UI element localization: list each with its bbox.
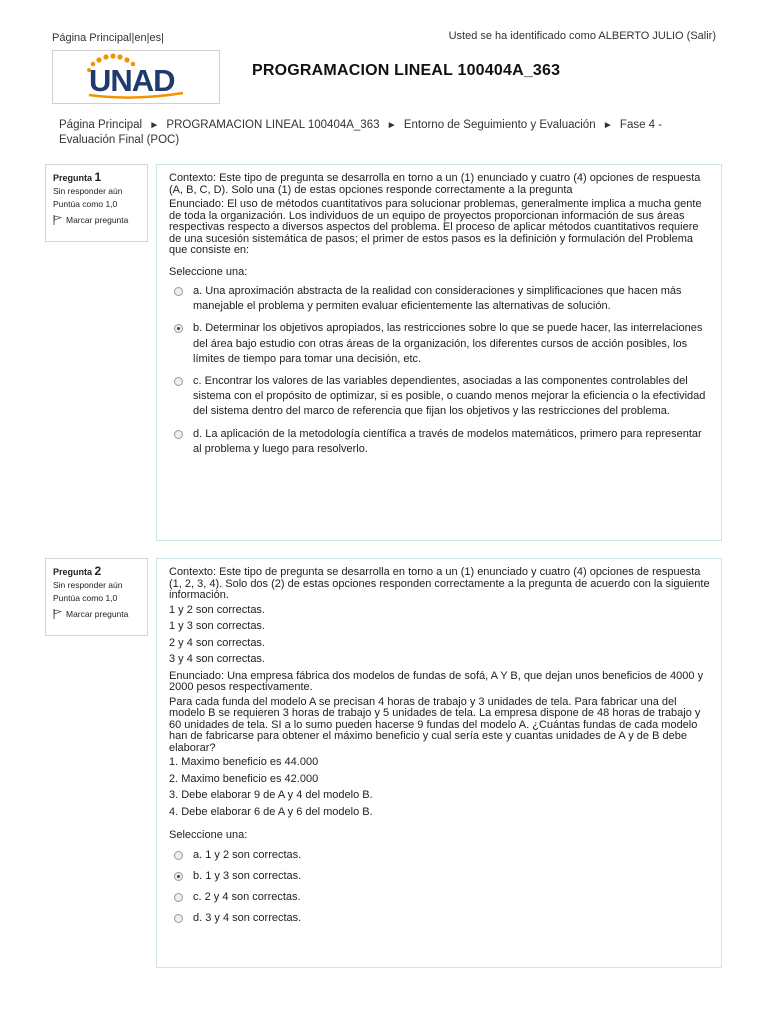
breadcrumb-separator-icon: ► [386, 120, 397, 131]
question-statement: Enunciado: El uso de métodos cuantitativos para solucionar problemas, generalmente implica a mucha gente de toda la organización. Los individuos de un equipo de proyectos proporcionan información de sus áreas respectivas respecto a diversos aspectos del problema. El proceso de aplicar métodos cuantitativos requiere de una sucesión sistemática de pasos; el primer de estos pasos es la definición y formulación del Problema que consiste en: [169, 198, 702, 256]
answer-option-b[interactable]: b. Determinar los objetivos apropiados, las restricciones sobre lo que se puede hacer, las interrelaciones del área bajo estudio con otras áreas de la organización, los diferentes cursos de acción posibles, los límites de tiempo para tomar una decisión, etc. [169, 321, 711, 367]
top-bar [52, 30, 716, 46]
user-link[interactable]: ALBERTO JULIO [598, 30, 684, 42]
lang-en-link[interactable]: en [134, 32, 147, 44]
radio-button-selected[interactable] [174, 324, 183, 333]
combo-line: 2 y 4 son correctas. [169, 636, 265, 649]
question-detail: Para cada funda del modelo A se precisan 4 horas de trabajo y 3 unidades de tela. Para fabricar una del modelo B se requieren 3 horas de trabajo y 5 unidades de tela. La empresa dispone de 48 horas de trabajo y 60 unidades de tela. SI a lo sumo pueden hacerse 9 fundas del modelo A. ¿Cuántas fundas de cada modelo han de fabricarse para obtener el máximo beneficio y cual sería este y cuantas unidades de A y de B debe elaborar? [169, 695, 701, 754]
statement-line: 2. Maximo beneficio es 42.000 [169, 772, 319, 785]
answer-option-c[interactable]: c. Encontrar los valores de las variables dependientes, asociadas a las componentes controlables del sistema con el propósito de optimizar, si es posible, o cuando menos mejorar la eficiencia o la efectividad del sistema dentro del marco de referencia que fijan los objetivos y las restricciones del problema. [169, 374, 711, 420]
radio-button-selected[interactable] [174, 872, 183, 881]
breadcrumb-quiz[interactable]: Fase 4 - Evaluación Final (POC) [59, 119, 663, 146]
answer-option-a[interactable]: a. Una aproximación abstracta de la realidad con consideraciones y simplificaciones que hacen más manejable el problema y permiten evaluar eficientemente las alternativas de solución. [169, 284, 711, 314]
radio-button[interactable] [174, 287, 183, 296]
course-title: PROGRAMACION LINEAL 100404A_363 [252, 62, 561, 79]
question-context: Contexto: Este tipo de pregunta se desarrolla en torno a un (1) enunciado y cuatro (4) opciones de respuesta (1, 2, 3, 4). Solo dos (2) de estas opciones responden correctamente a la pregunta de acuerdo con la siguiente información. [169, 566, 710, 601]
login-prefix: Usted se ha identificado como [448, 30, 599, 42]
breadcrumb-separator-icon: ► [149, 120, 160, 131]
question-2-info [45, 558, 148, 636]
question-grade: Puntúa como 1,0 [53, 199, 118, 209]
select-prompt: Seleccione una: [169, 829, 248, 841]
radio-button[interactable] [174, 893, 183, 902]
unad-logo[interactable] [52, 50, 220, 104]
combo-line: 1 y 3 son correctas. [169, 620, 265, 632]
flag-question-button[interactable]: Marcar pregunta [53, 215, 141, 225]
question-status: Sin responder aún [53, 186, 123, 196]
question-context: Contexto: Este tipo de pregunta se desarrolla en torno a un (1) enunciado y cuatro (4) opciones de respuesta (A, B, C, D). Solo una (1) de estas opciones responde correctamente a la pregunta [169, 172, 701, 196]
select-prompt: Seleccione una: [169, 265, 248, 278]
breadcrumb-separator-icon: ► [602, 120, 613, 131]
breadcrumb [59, 118, 699, 148]
question-status: Sin responder aún [53, 580, 123, 590]
unad-logo-graphic [53, 51, 219, 103]
breadcrumb-course[interactable]: PROGRAMACION LINEAL 100404A_363 [166, 119, 380, 131]
radio-button[interactable] [174, 430, 183, 439]
question-grade: Puntúa como 1,0 [53, 593, 118, 603]
logo-text: UNAD [89, 63, 175, 98]
statement-line: 4. Debe elaborar 6 de A y 6 del modelo B. [169, 805, 373, 818]
question-2-content [156, 558, 722, 968]
question-1-info [45, 164, 148, 242]
breadcrumb-section[interactable]: Entorno de Seguimiento y Evaluación [403, 119, 596, 131]
login-info [449, 30, 716, 42]
answer-option-d[interactable]: d. 3 y 4 son correctas. [169, 911, 711, 926]
flag-icon [53, 609, 62, 619]
answer-option-b[interactable]: b. 1 y 3 son correctas. [169, 869, 711, 884]
question-number: Pregunta 1 [53, 170, 102, 184]
question-number: Pregunta 2 [53, 564, 102, 578]
flag-icon [53, 215, 62, 225]
radio-button[interactable] [174, 377, 183, 386]
home-link[interactable]: Página Principal [52, 32, 132, 44]
answer-option-d[interactable]: d. La aplicación de la metodología científica a través de modelos matemáticos, primero para representar al problema y luego para resolverlo. [169, 427, 711, 457]
answer-option-a[interactable]: a. 1 y 2 son correctas. [169, 848, 711, 863]
radio-button[interactable] [174, 851, 183, 860]
question-1-content [156, 164, 722, 541]
combo-line: 3 y 4 son correctas. [169, 653, 265, 665]
statement-line: 1. Maximo beneficio es 44.000 [169, 756, 319, 768]
answer-option-c[interactable]: c. 2 y 4 son correctas. [169, 890, 711, 905]
question-statement: Enunciado: Una empresa fábrica dos modelos de fundas de sofá, A Y B, que dejan unos beneficios de 4000 y 2000 pesos respectivamente. [169, 669, 704, 693]
breadcrumb-home[interactable]: Página Principal [59, 119, 143, 131]
lang-es-link[interactable]: es [149, 32, 162, 44]
radio-button[interactable] [174, 914, 183, 923]
flag-question-button[interactable]: Marcar pregunta [53, 609, 141, 619]
statement-line: 3. Debe elaborar 9 de A y 4 del modelo B. [169, 789, 373, 801]
logout-link[interactable]: (Salir) [686, 30, 716, 42]
combo-line: 1 y 2 son correctas. [169, 603, 265, 616]
language-menu: Página Principal|en|es| [52, 32, 164, 44]
